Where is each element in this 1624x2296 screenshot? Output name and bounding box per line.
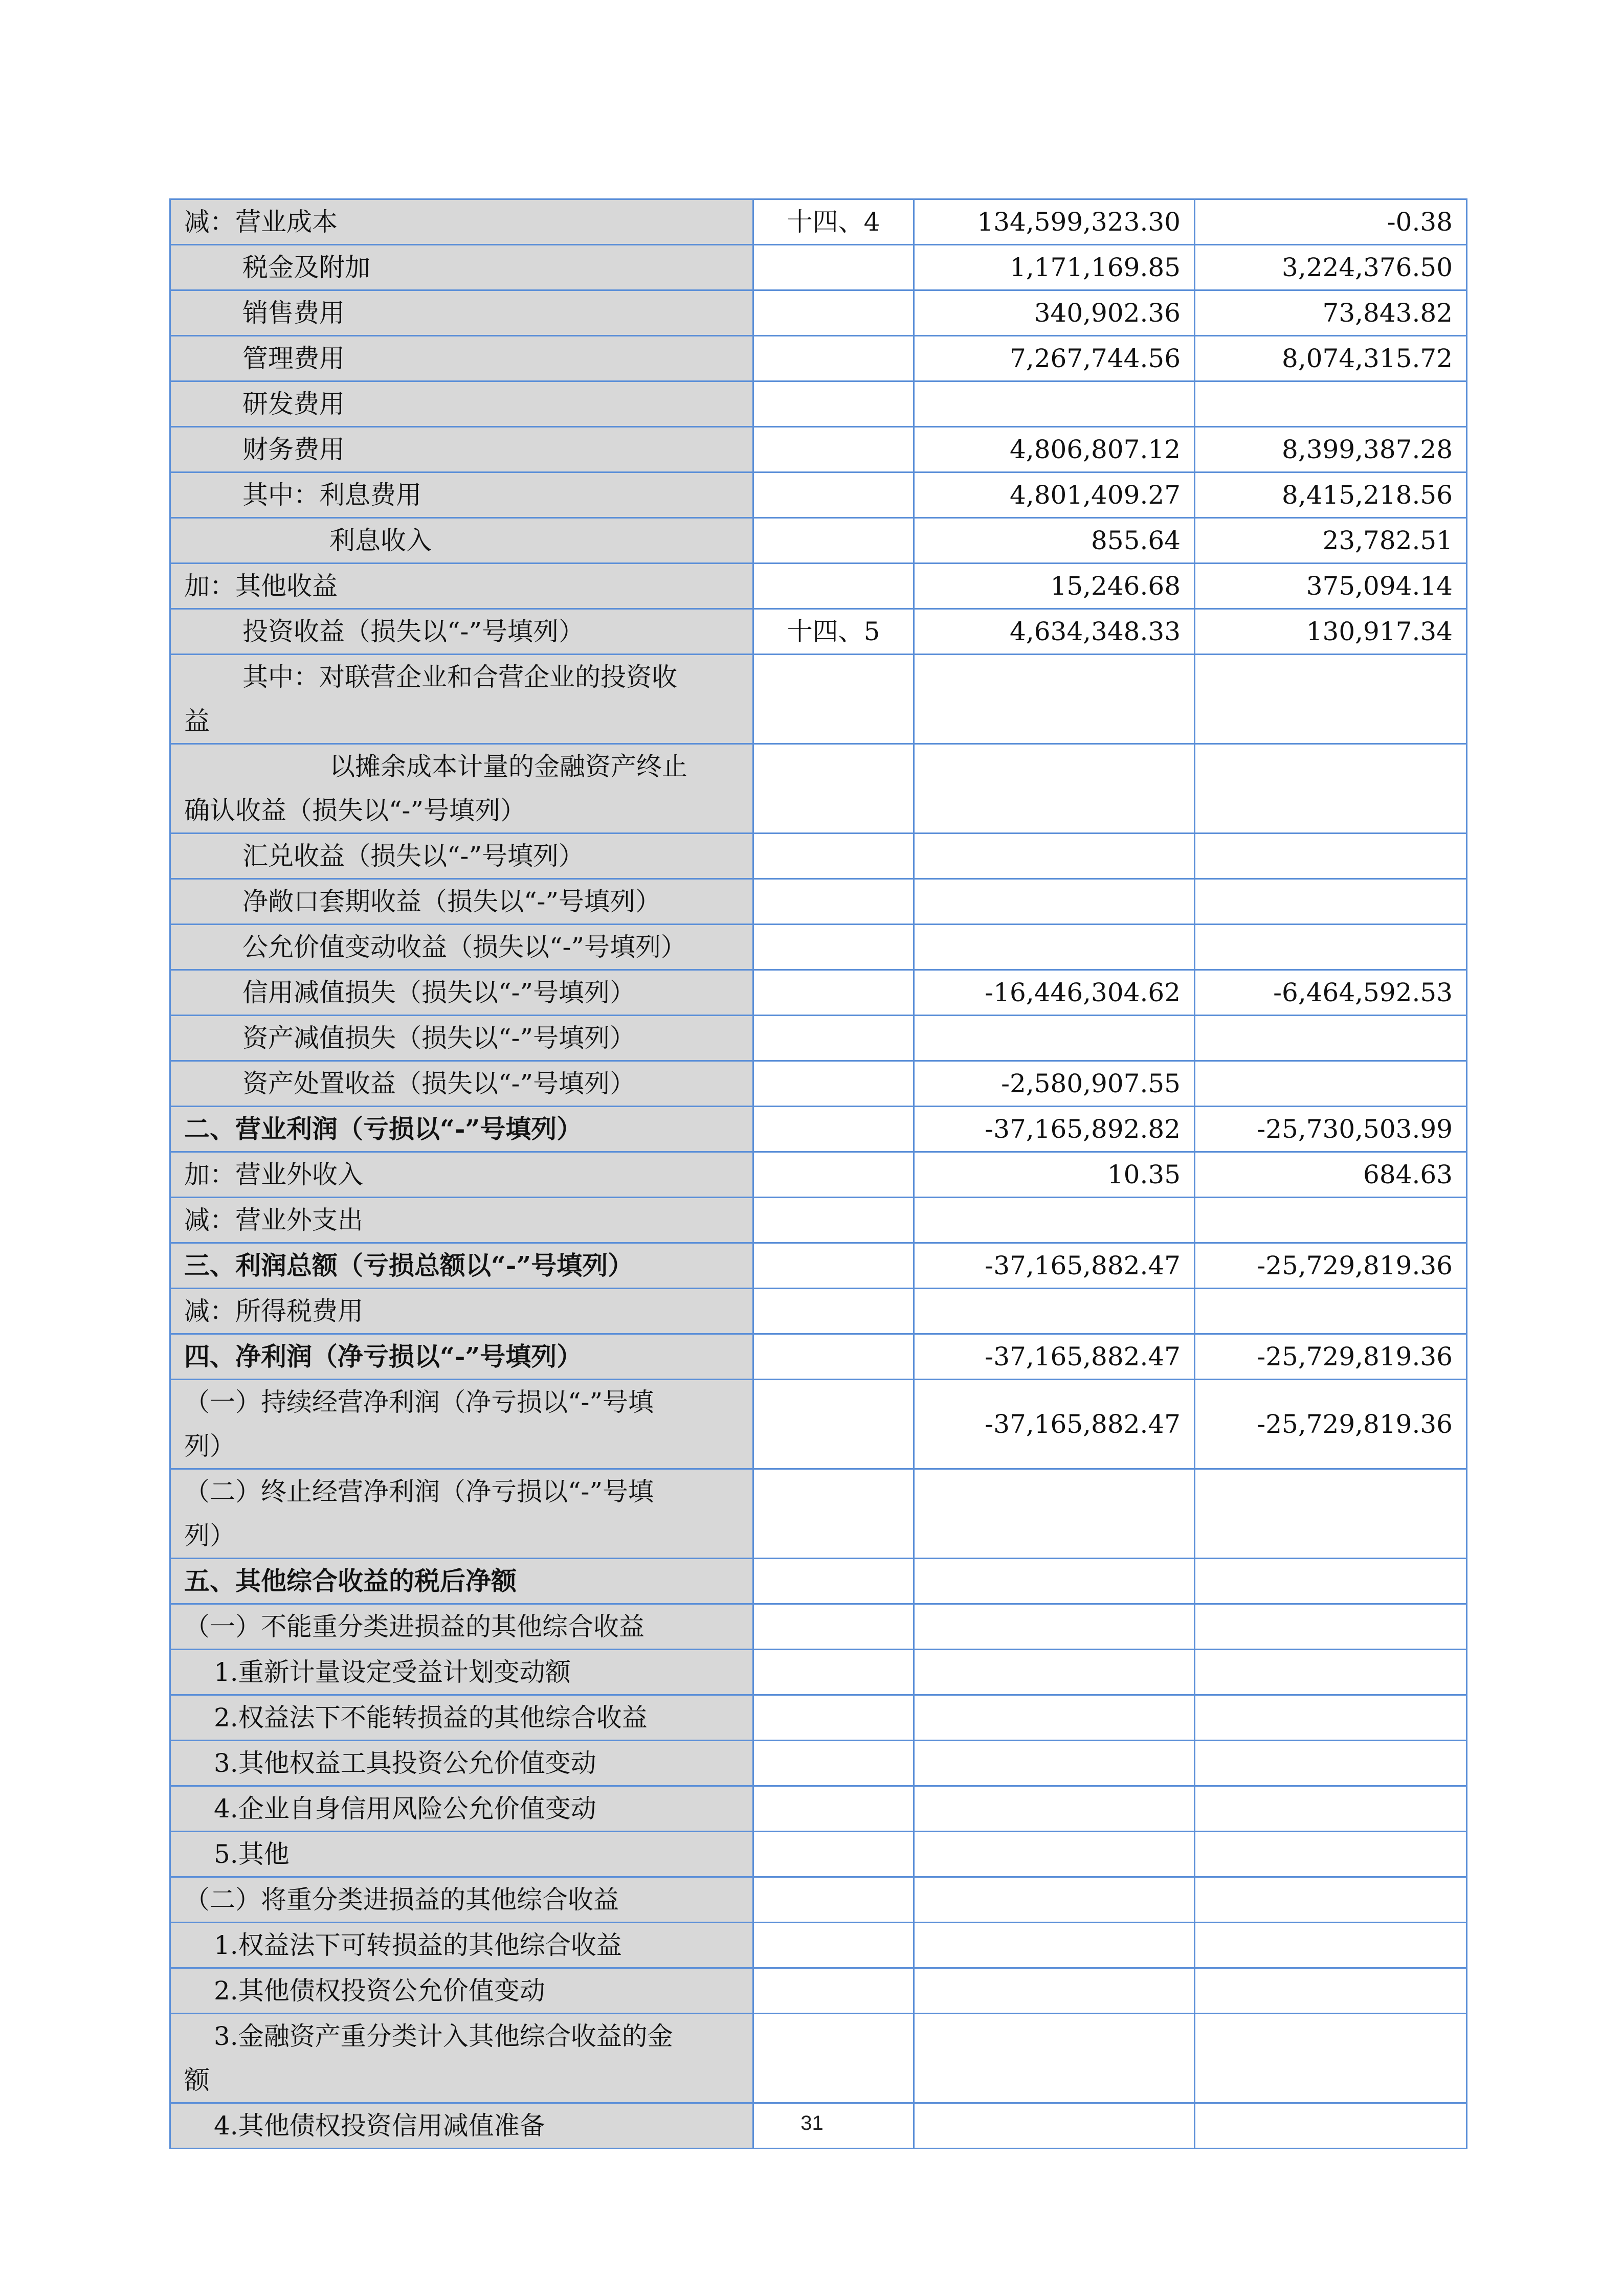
row-item-cell (170, 1559, 753, 1604)
table-row (170, 1968, 1467, 2014)
row-current-amount: 4,634,348.33 (914, 609, 1195, 655)
table-row (170, 336, 1467, 381)
table-row (170, 1604, 1467, 1650)
row-note-cell (753, 655, 914, 744)
row-item-cell (170, 655, 753, 744)
row-item-label: 5.其他 (214, 1839, 290, 1869)
row-current-amount: -37,165,882.47 (914, 1380, 1195, 1469)
row-note-cell (753, 245, 914, 290)
table-row (170, 970, 1467, 1016)
row-item-label: 利息收入 (329, 526, 432, 555)
row-prior-amount: -0.38 (1195, 199, 1467, 245)
row-prior-amount: 130,917.34 (1195, 609, 1467, 655)
row-item-label: （二）将重分类进损益的其他综合收益 (184, 1885, 619, 1915)
row-current-amount: 4,806,807.12 (914, 427, 1195, 472)
row-prior-amount: 8,399,387.28 (1195, 427, 1467, 472)
row-item-cell (170, 381, 753, 427)
table-row (170, 1380, 1467, 1469)
row-item-cell (170, 1695, 753, 1741)
row-item-cell (170, 1832, 753, 1877)
row-current-amount (914, 1923, 1195, 1968)
row-item-cell (170, 1469, 753, 1559)
row-item-label: 2.权益法下不能转损益的其他综合收益 (214, 1703, 648, 1732)
table-row (170, 609, 1467, 655)
row-note-cell (753, 1923, 914, 1968)
row-prior-amount (1195, 1968, 1467, 2014)
row-prior-amount (1195, 1198, 1467, 1243)
row-current-amount: -37,165,882.47 (914, 1334, 1195, 1380)
row-item-label: 研发费用 (242, 389, 345, 419)
row-current-amount: 7,267,744.56 (914, 336, 1195, 381)
row-current-amount: -16,446,304.62 (914, 970, 1195, 1016)
row-item-cell (170, 1968, 753, 2014)
row-item-label: 税金及附加 (242, 253, 370, 282)
row-prior-amount (1195, 1741, 1467, 1786)
row-item-label: 公允价值变动收益（损失以“-”号填列） (242, 932, 687, 962)
table-row (170, 655, 1467, 744)
row-prior-amount (1195, 1650, 1467, 1695)
row-item-cell (170, 336, 753, 381)
row-item-cell (170, 1289, 753, 1334)
table-row (170, 564, 1467, 609)
row-prior-amount: 8,074,315.72 (1195, 336, 1467, 381)
row-note-cell (753, 1604, 914, 1650)
row-item-label: 减：营业外支出 (184, 1205, 363, 1235)
row-note-cell (753, 1877, 914, 1923)
row-prior-amount (1195, 879, 1467, 925)
row-note-cell (753, 1152, 914, 1198)
row-item-cell (170, 1107, 753, 1152)
row-item-cell (170, 290, 753, 336)
row-item-cell (170, 1786, 753, 1832)
row-prior-amount (1195, 1469, 1467, 1559)
income-statement-table (169, 198, 1467, 2149)
row-item-label: （一）不能重分类进损益的其他综合收益 (184, 1612, 644, 1641)
row-item-cell (170, 1650, 753, 1695)
row-note-cell (753, 1061, 914, 1107)
table-row (170, 1289, 1467, 1334)
row-current-amount (914, 1559, 1195, 1604)
table-row (170, 1559, 1467, 1604)
row-item-label-continued: 确认收益（损失以“-”号填列） (184, 796, 526, 825)
row-prior-amount (1195, 1289, 1467, 1334)
row-current-amount: 855.64 (914, 518, 1195, 564)
table-row (170, 1695, 1467, 1741)
table-row (170, 1152, 1467, 1198)
row-note-cell (753, 1650, 914, 1695)
row-note-cell (753, 879, 914, 925)
row-item-cell (170, 564, 753, 609)
row-item-label: 3.其他权益工具投资公允价值变动 (214, 1748, 596, 1778)
row-item-cell (170, 518, 753, 564)
table-row (170, 381, 1467, 427)
row-item-label: 减：营业成本 (184, 207, 338, 237)
row-note-cell (753, 1016, 914, 1061)
row-prior-amount: 375,094.14 (1195, 564, 1467, 609)
row-current-amount (914, 1650, 1195, 1695)
row-prior-amount: -25,729,819.36 (1195, 1334, 1467, 1380)
table-row (170, 1198, 1467, 1243)
row-prior-amount: 684.63 (1195, 1152, 1467, 1198)
row-item-cell (170, 1334, 753, 1380)
row-item-label: 三、利润总额（亏损总额以“-”号填列） (184, 1250, 634, 1280)
table-row (170, 744, 1467, 834)
row-current-amount (914, 1695, 1195, 1741)
row-current-amount (914, 925, 1195, 970)
row-item-label: 以摊余成本计量的金融资产终止 (329, 752, 687, 781)
table-row (170, 472, 1467, 518)
row-current-amount (914, 1016, 1195, 1061)
row-item-cell (170, 472, 753, 518)
row-note-cell (753, 1243, 914, 1289)
row-current-amount (914, 1786, 1195, 1832)
income-statement-body (170, 199, 1467, 2149)
row-prior-amount (1195, 744, 1467, 834)
row-item-label-continued: 列） (184, 1431, 235, 1461)
table-row (170, 1243, 1467, 1289)
row-current-amount (914, 879, 1195, 925)
table-row (170, 1786, 1467, 1832)
row-item-cell (170, 1877, 753, 1923)
row-item-label: 管理费用 (242, 344, 345, 373)
row-item-cell (170, 925, 753, 970)
row-item-label: 五、其他综合收益的税后净额 (184, 1566, 517, 1596)
row-prior-amount: -25,729,819.36 (1195, 1243, 1467, 1289)
row-prior-amount (1195, 1604, 1467, 1650)
row-current-amount (914, 1741, 1195, 1786)
row-item-cell (170, 834, 753, 879)
row-item-label: 加：营业外收入 (184, 1160, 363, 1189)
row-note-cell (753, 1334, 914, 1380)
row-note-cell (753, 290, 914, 336)
row-note-cell (753, 1968, 914, 2014)
row-prior-amount (1195, 1061, 1467, 1107)
row-note-cell (753, 381, 914, 427)
row-item-cell (170, 1741, 753, 1786)
row-prior-amount (1195, 1695, 1467, 1741)
row-item-cell (170, 1152, 753, 1198)
row-item-label: 4.企业自身信用风险公允价值变动 (214, 1794, 596, 1824)
table-row (170, 1016, 1467, 1061)
row-item-label: 资产减值损失（损失以“-”号填列） (242, 1023, 636, 1053)
row-current-amount (914, 744, 1195, 834)
row-current-amount (914, 381, 1195, 427)
row-prior-amount (1195, 1016, 1467, 1061)
table-row (170, 1107, 1467, 1152)
row-note-cell (753, 1695, 914, 1741)
row-current-amount (914, 655, 1195, 744)
row-item-cell (170, 245, 753, 290)
row-note-cell (753, 1786, 914, 1832)
row-item-label: （二）终止经营净利润（净亏损以“-”号填 (184, 1477, 654, 1506)
table-row (170, 1650, 1467, 1695)
row-item-label: 加：其他收益 (184, 571, 338, 601)
row-current-amount: 10.35 (914, 1152, 1195, 1198)
row-item-label: 投资收益（损失以“-”号填列） (242, 617, 585, 646)
row-item-label: （一）持续经营净利润（净亏损以“-”号填 (184, 1387, 654, 1417)
row-item-cell (170, 427, 753, 472)
row-item-cell (170, 970, 753, 1016)
row-note-cell (753, 1289, 914, 1334)
row-prior-amount (1195, 1786, 1467, 1832)
row-current-amount (914, 1968, 1195, 2014)
row-item-label-continued: 益 (184, 706, 210, 736)
row-prior-amount (1195, 1877, 1467, 1923)
row-item-cell (170, 744, 753, 834)
row-item-cell (170, 609, 753, 655)
row-current-amount: 340,902.36 (914, 290, 1195, 336)
row-item-cell (170, 1604, 753, 1650)
row-prior-amount (1195, 1923, 1467, 1968)
table-row (170, 199, 1467, 245)
row-current-amount (914, 1877, 1195, 1923)
table-row (170, 1923, 1467, 1968)
row-prior-amount (1195, 1559, 1467, 1604)
row-current-amount (914, 1604, 1195, 1650)
row-item-cell (170, 1380, 753, 1469)
row-prior-amount (1195, 1832, 1467, 1877)
row-item-cell (170, 1016, 753, 1061)
row-item-label: 3.金融资产重分类计入其他综合收益的金 (214, 2021, 673, 2051)
row-item-label: 资产处置收益（损失以“-”号填列） (242, 1069, 636, 1098)
row-current-amount (914, 1289, 1195, 1334)
row-item-label: 净敞口套期收益（损失以“-”号填列） (242, 887, 661, 916)
table-row (170, 925, 1467, 970)
row-current-amount: 1,171,169.85 (914, 245, 1195, 290)
row-item-label: 4.其他债权投资信用减值准备 (214, 2111, 545, 2141)
row-item-label: 减：所得税费用 (184, 1296, 363, 1326)
row-note-cell (753, 1469, 914, 1559)
row-note-cell: 十四、5 (753, 609, 914, 655)
row-current-amount: 134,599,323.30 (914, 199, 1195, 245)
row-item-cell (170, 2014, 753, 2103)
row-note-cell (753, 1198, 914, 1243)
row-current-amount: 15,246.68 (914, 564, 1195, 609)
row-current-amount: -37,165,892.82 (914, 1107, 1195, 1152)
row-prior-amount: -6,464,592.53 (1195, 970, 1467, 1016)
row-note-cell (753, 834, 914, 879)
row-prior-amount (1195, 834, 1467, 879)
row-prior-amount: 73,843.82 (1195, 290, 1467, 336)
row-current-amount (914, 1469, 1195, 1559)
page-number: 31 (800, 2112, 824, 2134)
row-item-label: 其中：利息费用 (242, 480, 421, 510)
row-item-label: 二、营业利润（亏损以“-”号填列） (184, 1114, 583, 1144)
row-item-label: 1.重新计量设定受益计划变动额 (214, 1657, 571, 1687)
row-item-cell (170, 1198, 753, 1243)
table-row (170, 290, 1467, 336)
row-note-cell (753, 564, 914, 609)
row-prior-amount: -25,730,503.99 (1195, 1107, 1467, 1152)
row-prior-amount: 3,224,376.50 (1195, 245, 1467, 290)
row-item-label-continued: 额 (184, 2065, 210, 2095)
row-item-label: 财务费用 (242, 435, 345, 464)
row-item-cell (170, 879, 753, 925)
row-current-amount: -2,580,907.55 (914, 1061, 1195, 1107)
row-item-label: 信用减值损失（损失以“-”号填列） (242, 978, 636, 1007)
table-row (170, 1877, 1467, 1923)
row-prior-amount (1195, 925, 1467, 970)
table-row (170, 518, 1467, 564)
table-row (170, 427, 1467, 472)
row-item-cell (170, 199, 753, 245)
row-note-cell (753, 925, 914, 970)
row-current-amount (914, 834, 1195, 879)
row-note-cell (753, 2014, 914, 2103)
row-note-cell (753, 744, 914, 834)
row-current-amount: 4,801,409.27 (914, 472, 1195, 518)
row-prior-amount: 8,415,218.56 (1195, 472, 1467, 518)
row-note-cell (753, 1741, 914, 1786)
row-current-amount (914, 2014, 1195, 2103)
row-prior-amount: 23,782.51 (1195, 518, 1467, 564)
table-row (170, 1334, 1467, 1380)
row-prior-amount (1195, 2014, 1467, 2103)
row-note-cell (753, 518, 914, 564)
row-note-cell (753, 427, 914, 472)
row-note-cell (753, 1107, 914, 1152)
row-item-label: 四、净利润（净亏损以“-”号填列） (184, 1341, 583, 1371)
row-prior-amount (1195, 381, 1467, 427)
row-item-label: 1.权益法下可转损益的其他综合收益 (214, 1930, 622, 1960)
row-item-cell (170, 1061, 753, 1107)
row-item-label: 其中：对联营企业和合营企业的投资收 (242, 662, 677, 692)
table-row (170, 1061, 1467, 1107)
row-item-cell (170, 1923, 753, 1968)
row-current-amount: -37,165,882.47 (914, 1243, 1195, 1289)
table-row (170, 2014, 1467, 2103)
row-item-label: 销售费用 (242, 298, 345, 328)
row-item-label: 2.其他债权投资公允价值变动 (214, 1976, 545, 2006)
table-row (170, 834, 1467, 879)
row-note-cell (753, 1559, 914, 1604)
row-prior-amount (1195, 655, 1467, 744)
row-note-cell (753, 1832, 914, 1877)
table-row (170, 879, 1467, 925)
table-row (170, 245, 1467, 290)
row-item-cell (170, 1243, 753, 1289)
row-note-cell (753, 472, 914, 518)
row-item-label: 汇兑收益（损失以“-”号填列） (242, 841, 585, 871)
row-current-amount (914, 1198, 1195, 1243)
table-row (170, 1832, 1467, 1877)
table-row (170, 1741, 1467, 1786)
row-item-label-continued: 列） (184, 1521, 235, 1550)
row-prior-amount: -25,729,819.36 (1195, 1380, 1467, 1469)
row-note-cell: 十四、4 (753, 199, 914, 245)
row-note-cell (753, 1380, 914, 1469)
row-current-amount (914, 1832, 1195, 1877)
table-row (170, 1469, 1467, 1559)
row-note-cell (753, 336, 914, 381)
row-note-cell (753, 970, 914, 1016)
